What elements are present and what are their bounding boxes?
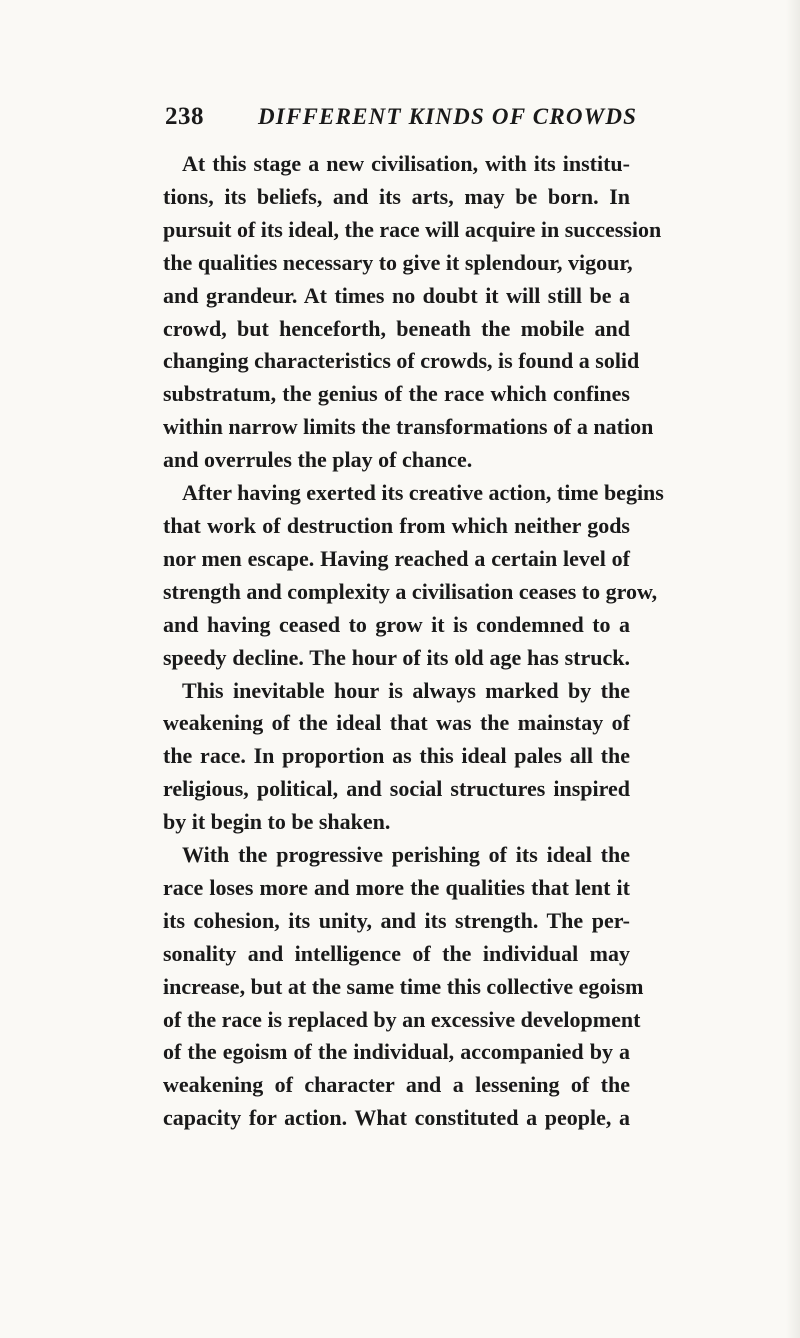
text-line: substratum, the genius of the race which confines [163,381,630,407]
text-line: weakening of character and a lessening of the [163,1072,630,1098]
text-line: by it begin to be shaken. [163,809,391,835]
text-line: increase, but at the same time this collective egoism [163,973,644,999]
page-header [165,103,638,135]
page-edge-shadow [786,0,800,1338]
text-line: sonality and intelligence of the individual may [163,940,630,966]
text-line: At this stage a new civilisation, with its institu- [182,151,630,176]
text-line: of the egoism of the individual, accompanied by a [163,1039,630,1065]
text-line: speedy decline. The hour of its old age has struck. [163,644,630,670]
text-line: pursuit of its ideal, the race will acquire in succession [163,216,662,242]
text-line: With the progressive perishing of its ideal the [182,842,630,868]
text-line: strength and complexity a civilisation ceases to grow, [163,578,658,604]
text-line: nor men escape. Having reached a certain level of [163,545,630,571]
text-line: After having exerted its creative action, time begins [182,480,664,506]
running-head: DIFFERENT KINDS OF CROWDS [258,104,638,129]
text-line: and having ceased to grow it is condemned to a [163,611,630,637]
text-line: race loses more and more the qualities that lent it [163,874,630,900]
text-line: weakening of the ideal that was the mainstay of [163,710,630,736]
body-text [163,148,664,1135]
text-line: of the race is replaced by an excessive development [163,1006,641,1032]
text-line: capacity for action. What constituted a people, a [163,1105,630,1131]
text-line: crowd, but henceforth, beneath the mobile and [163,315,630,341]
text-line: that work of destruction from which neither gods [163,512,630,538]
text-line: changing characteristics of crowds, is found a solid [163,348,640,374]
text-line: and grandeur. At times no doubt it will still be a [163,282,630,308]
text-line: within narrow limits the transformations of a nation [163,414,654,440]
text-line: religious, political, and social structures inspired [163,776,630,802]
text-line: the qualities necessary to give it splendour, vigour, [163,249,633,275]
text-line: and overrules the play of chance. [163,447,473,473]
text-line: tions, its beliefs, and its arts, may be born. In [163,183,630,209]
page-number: 238 [165,103,204,130]
text-line: This inevitable hour is always marked by the [182,677,630,703]
text-line: its cohesion, its unity, and its strength. The per- [163,907,630,933]
text-line: the race. In proportion as this ideal pales all the [163,743,630,769]
